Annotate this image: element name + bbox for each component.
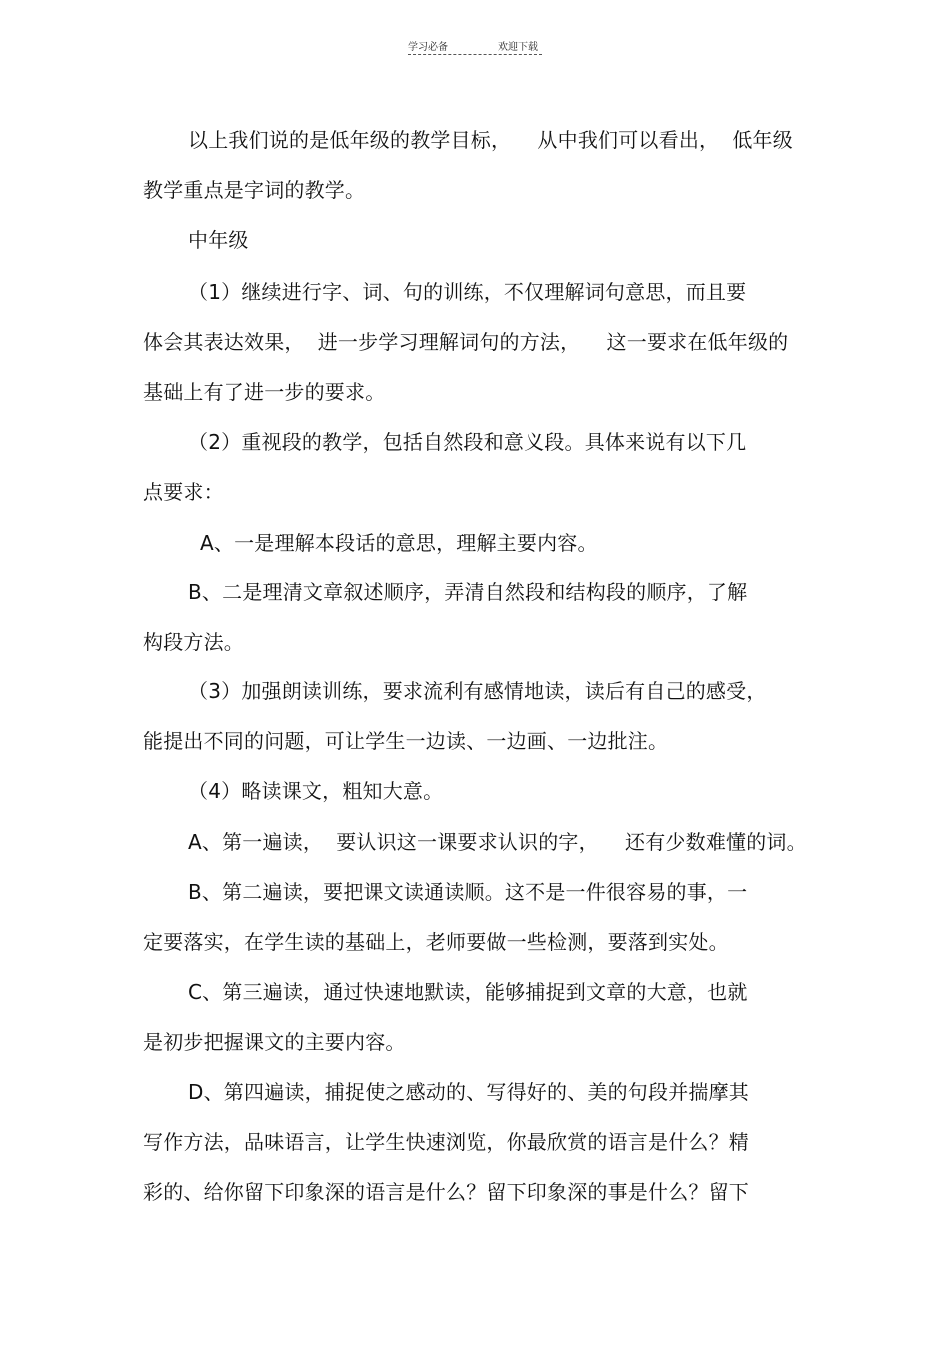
text-line: （4）略读课文，粗知大意。 (188, 779, 444, 803)
text-line: A、第一遍读， 要认识这一课要求认识的字， 还有少数难懂的词。 (188, 830, 807, 854)
text-line: 彩的、给你留下印象深的语言是什么？留下印象深的事是什么？留下 (143, 1180, 749, 1204)
text-line: 是初步把握课文的主要内容。 (143, 1030, 406, 1054)
text-line: （2）重视段的教学，包括自然段和意义段。具体来说有以下几 (188, 430, 747, 454)
text-line: 中年级 (188, 228, 249, 252)
text-line: C、第三遍读，通过快速地默读，能够捕捉到文章的大意，也就 (188, 980, 748, 1004)
text-line: 基础上有了进一步的要求。 (143, 380, 386, 404)
header-left-text: 学习必备 (408, 42, 448, 53)
text-line: D、第四遍读，捕捉使之感动的、写得好的、美的句段并揣摩其 (188, 1080, 749, 1104)
header-right-text: 欢迎下载 (498, 42, 538, 53)
text-line: 写作方法，品味语言，让学生快速浏览，你最欣赏的语言是什么？精 (143, 1130, 749, 1154)
text-line: B、二是理清文章叙述顺序，弄清自然段和结构段的顺序，了解 (188, 580, 748, 604)
text-line: B、第二遍读，要把课文读通读顺。这不是一件很容易的事，一 (188, 880, 748, 904)
text-line: 定要落实，在学生读的基础上，老师要做一些检测，要落到实处。 (143, 930, 729, 954)
text-line: 构段方法。 (143, 630, 244, 654)
header-divider (408, 54, 542, 55)
text-line: 教学重点是字词的教学。 (143, 178, 366, 202)
page-header (408, 38, 544, 58)
text-line: （1）继续进行字、词、句的训练，不仅理解词句意思，而且要 (188, 280, 747, 304)
text-line: 能提出不同的问题，可让学生一边读、一边画、一边批注。 (143, 729, 669, 753)
text-line: （3）加强朗读训练，要求流利有感情地读，读后有自己的感受， (188, 679, 767, 703)
text-line: 点要求： (143, 480, 224, 504)
text-line: 体会其表达效果， 进一步学习理解词句的方法， 这一要求在低年级的 (143, 330, 789, 354)
text-line: 以上我们说的是低年级的教学目标， 从中我们可以看出， 低年级 (188, 128, 793, 152)
text-line: A、一是理解本段话的意思，理解主要内容。 (200, 531, 598, 555)
